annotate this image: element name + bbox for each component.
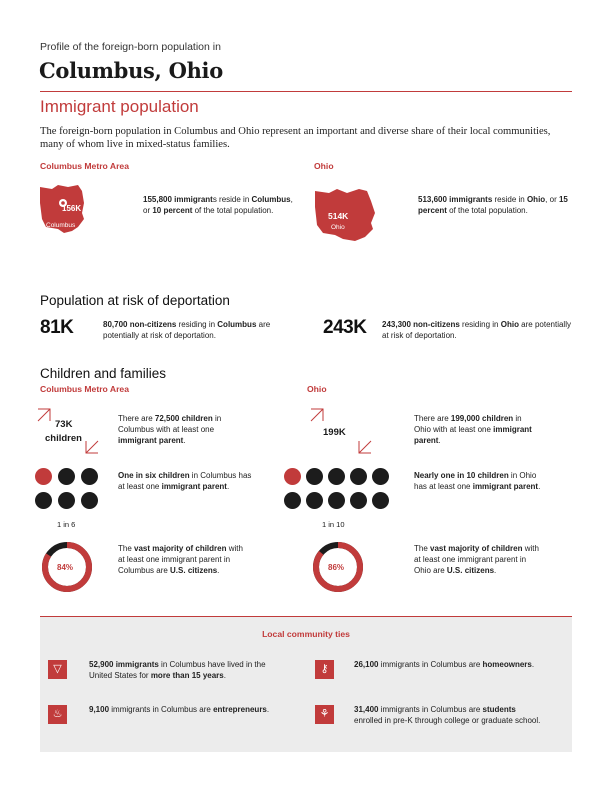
book-icon: ⚘ xyxy=(315,705,334,724)
metro-deportation-stat: 80,700 non-citizens residing in Columbus are potentially at risk of deportation. xyxy=(103,320,271,340)
section-heading-children: Children and families xyxy=(40,366,167,381)
tie-residence: 52,900 immigrants in Columbus have lived in the United States for more than 15 years. xyxy=(89,660,266,680)
key-icon: ⚷ xyxy=(315,660,334,679)
header-divider xyxy=(40,91,572,92)
metro-children-count: 73K xyxy=(55,419,73,430)
ratio-dot xyxy=(306,492,323,509)
intro-paragraph: The foreign-born population in Columbus and Ohio represent an important and diverse share of their local communities, many of whom live in mixed-status families. xyxy=(40,126,551,150)
community-ties-panel xyxy=(40,617,572,752)
metro-immigrant-stat: 155,800 immigrants reside in Columbus, or 10 percent of the total population. xyxy=(143,195,293,215)
ratio-dot xyxy=(350,492,367,509)
metro-ratio-dots xyxy=(35,468,105,513)
metro-children-bracket-icon xyxy=(36,407,102,455)
metro-children-stat: There are 72,500 children in Columbus with at least one immigrant parent. xyxy=(118,414,222,445)
ratio-dot xyxy=(328,492,345,509)
ratio-dot xyxy=(372,492,389,509)
ratio-dot xyxy=(81,468,98,485)
state-children-stat: There are 199,000 children in Ohio with at least one immigrant parent. xyxy=(414,414,532,445)
metro-label: Columbus Metro Area xyxy=(40,161,129,171)
tie-students: 31,400 immigrants in Columbus are students enrolled in pre-K through college or graduate school. xyxy=(354,705,541,725)
metro-children-unit: children xyxy=(45,433,82,444)
state-donut-label: 86% xyxy=(328,563,345,572)
state-immigrant-stat: 513,600 immigrants reside in Ohio, or 15 percent of the total population. xyxy=(418,195,568,215)
metro-citizen-stat: The vast majority of children with at least one immigrant parent in Columbus are U.S. citizens. xyxy=(118,544,243,575)
children-metro-label: Columbus Metro Area xyxy=(40,384,129,394)
tie-entrepreneurs: 9,100 immigrants in Columbus are entrepreneurs. xyxy=(89,705,270,714)
metro-ratio-caption: 1 in 6 xyxy=(57,520,76,529)
children-state-label: Ohio xyxy=(307,384,327,394)
ratio-dot xyxy=(350,468,367,485)
metro-map-value: 156K xyxy=(62,204,82,213)
state-label: Ohio xyxy=(314,161,334,171)
state-citizen-stat: The vast majority of children with at least one immigrant parent in Ohio are U.S. citizens. xyxy=(414,544,539,575)
page-title: Columbus, Ohio xyxy=(39,58,223,83)
metro-deportation-big: 81K xyxy=(40,317,74,338)
ratio-dot xyxy=(328,468,345,485)
state-ratio-caption: 1 in 10 xyxy=(322,520,345,529)
ratio-dot xyxy=(306,468,323,485)
state-map-place: Ohio xyxy=(331,224,345,231)
ratio-dot xyxy=(35,492,52,509)
clock-icon: ▽ xyxy=(48,660,67,679)
metro-ratio-stat: One in six children in Columbus has at least one immigrant parent. xyxy=(118,471,252,491)
state-ratio-stat: Nearly one in 10 children in Ohio has at least one immigrant parent. xyxy=(414,471,541,491)
ratio-dot xyxy=(35,468,52,485)
ratio-dot xyxy=(58,492,75,509)
page-kicker: Profile of the foreign-born population in xyxy=(40,41,221,53)
ratio-dot xyxy=(58,468,75,485)
ratio-dot xyxy=(372,468,389,485)
state-deportation-stat: 243,300 non-citizens residing in Ohio are potentially at risk of deportation. xyxy=(382,320,571,340)
ratio-dot xyxy=(81,492,98,509)
state-map-value: 514K xyxy=(328,211,349,221)
metro-map-place: Columbus xyxy=(46,222,76,229)
ratio-dot xyxy=(284,492,301,509)
ties-heading: Local community ties xyxy=(262,629,350,639)
tie-homeowners: 26,100 immigrants in Columbus are homeowners. xyxy=(354,660,535,669)
ratio-dot xyxy=(284,468,301,485)
state-children-count: 199K xyxy=(323,427,346,438)
metro-donut-label: 84% xyxy=(57,563,74,572)
section-heading-deportation: Population at risk of deportation xyxy=(40,293,230,308)
state-deportation-big: 243K xyxy=(323,317,367,338)
section-heading-immigrant-population: Immigrant population xyxy=(40,97,199,116)
lightbulb-icon: ♨ xyxy=(48,705,67,724)
state-ratio-dots xyxy=(284,468,404,513)
